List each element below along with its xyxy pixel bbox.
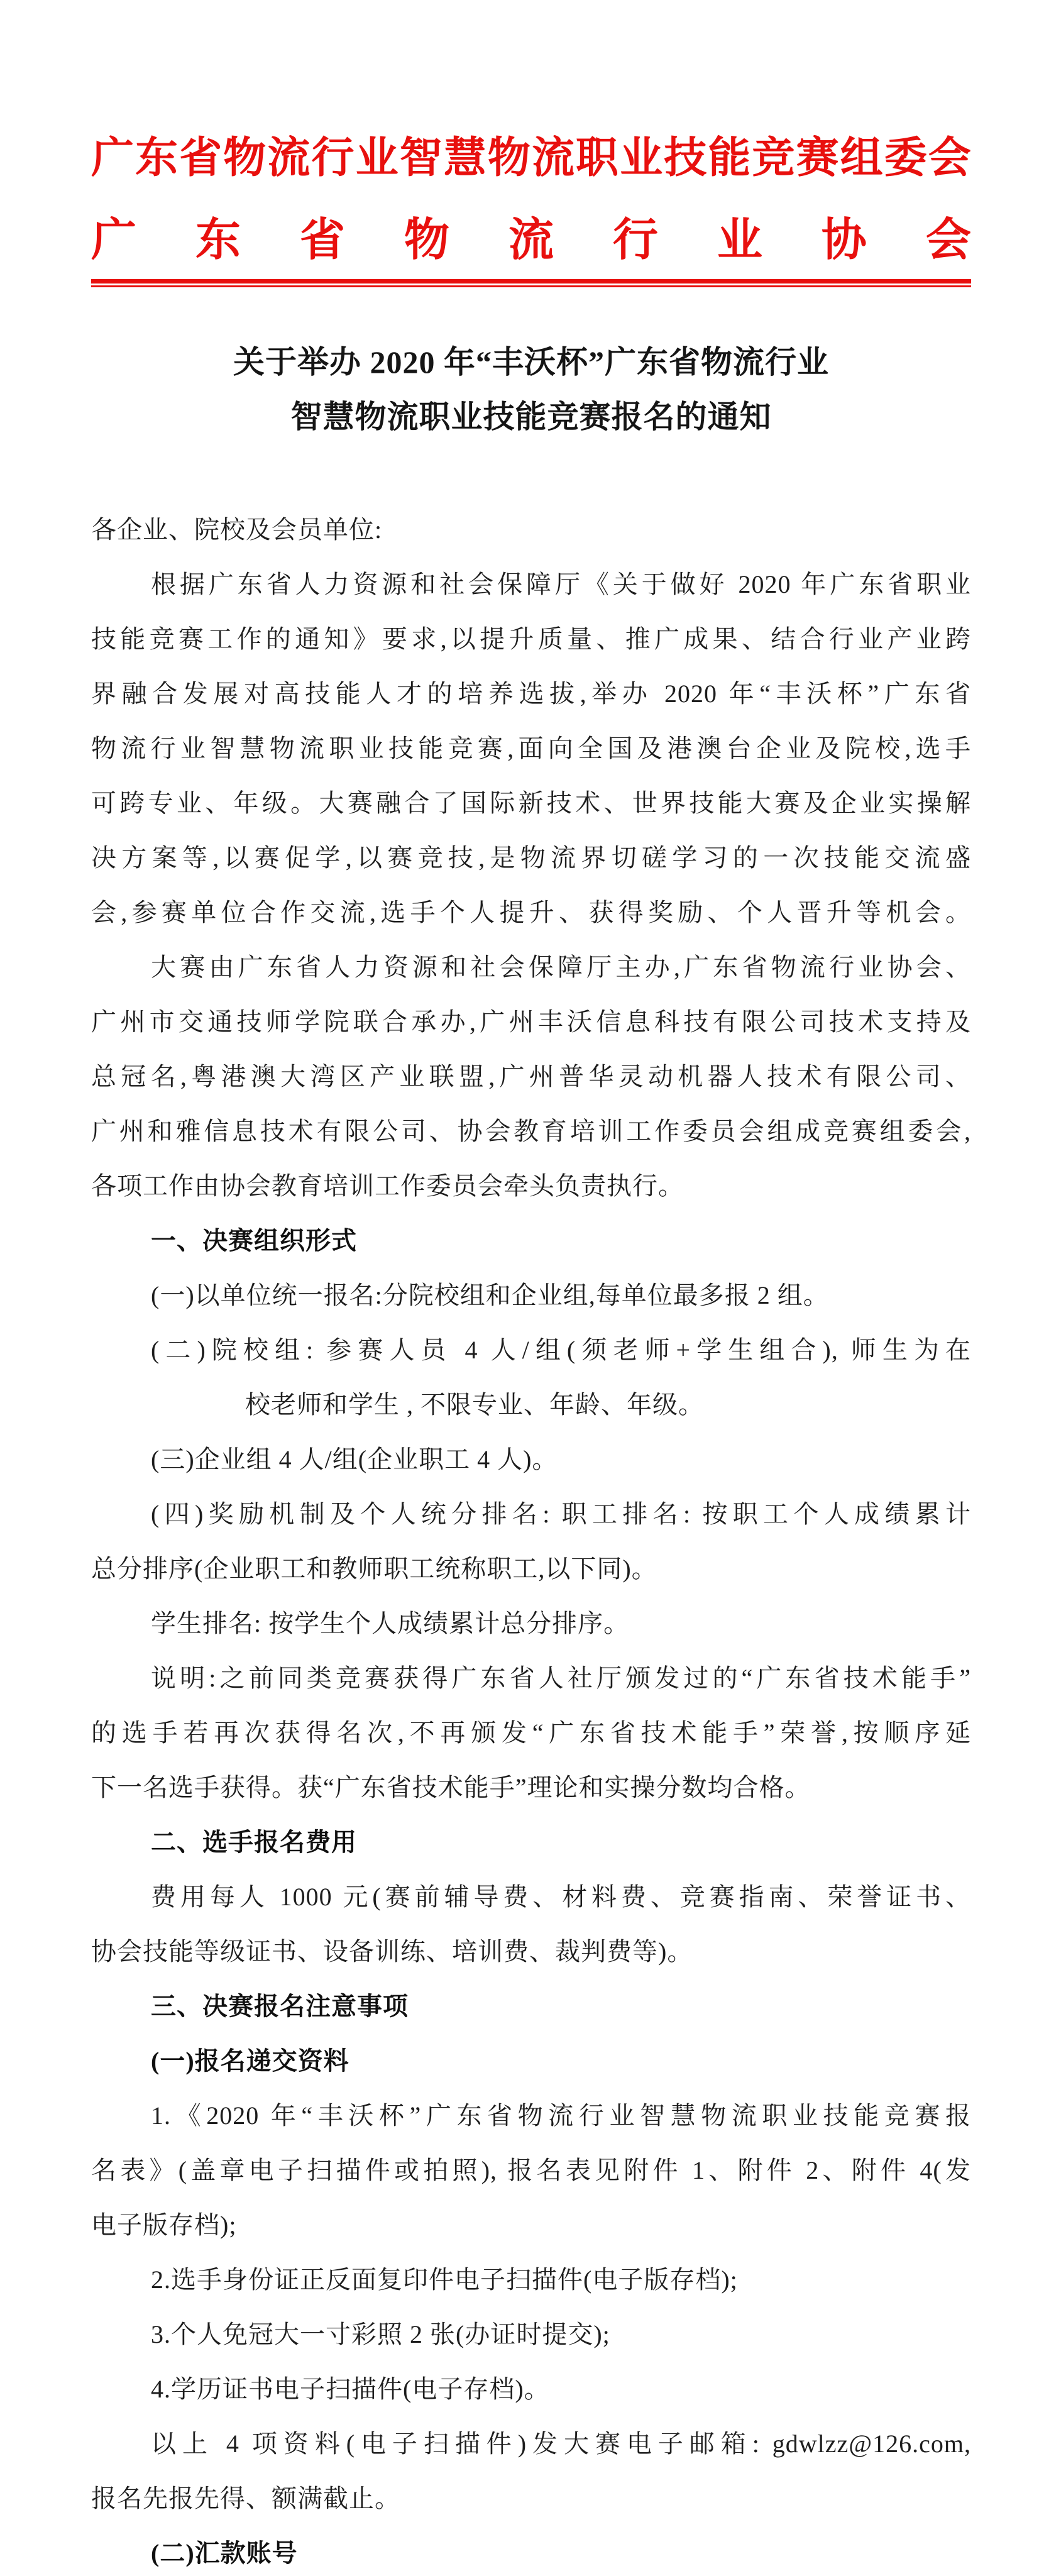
body-line: 名表》(盖章电子扫描件或拍照), 报名表见附件 1、附件 2、附件 4(发	[91, 2156, 971, 2184]
body-line: 学生排名: 按学生个人成绩累计总分排序。	[151, 1609, 630, 1638]
red-double-rule	[91, 279, 971, 287]
letterhead-char: 物	[487, 133, 530, 180]
body-line: 各项工作由协会教育培训工作委员会牵头负责执行。	[91, 1172, 684, 1200]
letterhead-char: 东	[135, 133, 179, 180]
body-line: 下一名选手获得。获“广东省技术能手”理论和实操分数均合格。	[91, 1773, 811, 1802]
letterhead-char: 组	[840, 133, 883, 180]
letterhead-char: 行	[311, 133, 355, 180]
body-line: 以上 4 项资料(电子扫描件)发大赛电子邮箱: gdwlzz@126.com,	[151, 2430, 971, 2458]
letterhead-char: 广	[91, 133, 135, 180]
letterhead-org-line-1	[91, 128, 971, 180]
letterhead-char: 东	[195, 215, 241, 261]
letterhead-char: 赛	[796, 133, 839, 180]
section-heading: 一、决赛组织形式	[151, 1226, 357, 1255]
letterhead-char: 智	[399, 133, 443, 180]
body-lines	[91, 502, 971, 2576]
letterhead-char: 业	[620, 133, 663, 180]
letterhead-char: 省	[299, 215, 345, 261]
body-line: 技能竞赛工作的通知》要求,以提升质量、推广成果、结合行业产业跨	[91, 625, 971, 653]
body-line: 校老师和学生 , 不限专业、年龄、年级。	[245, 1390, 704, 1419]
body-line: 界融合发展对高技能人才的培养选拔,举办 2020 年“丰沃杯”广东省	[91, 680, 971, 708]
body-line: (一)以单位统一报名:分院校组和企业组,每单位最多报 2 组。	[151, 1281, 829, 1309]
letterhead-char: 竞	[752, 133, 795, 180]
letterhead-char: 流	[508, 215, 554, 261]
letterhead-char: 能	[708, 133, 751, 180]
rule-thick-line	[91, 279, 971, 283]
body-line: 3.个人免冠大一寸彩照 2 张(办证时提交);	[151, 2320, 610, 2348]
body-line: 可跨专业、年级。大赛融合了国际新技术、世界技能大赛及企业实操解	[91, 789, 971, 817]
body-line: 根据广东省人力资源和社会保障厅《关于做好 2020 年广东省职业	[151, 570, 971, 598]
body-line: 电子版存档);	[91, 2211, 237, 2239]
body-line: 大赛由广东省人力资源和社会保障厅主办,广东省物流行业协会、	[151, 953, 971, 981]
section-heading: (一)报名递交资料	[151, 2047, 349, 2075]
letterhead-char: 业	[717, 215, 762, 261]
letterhead-char: 行	[612, 215, 658, 261]
letterhead-char: 慧	[443, 133, 487, 180]
body-line: 2.选手身份证正反面复印件电子扫描件(电子版存档);	[151, 2265, 738, 2294]
section-heading: 二、选手报名费用	[151, 1828, 357, 1856]
body-line: 决方案等,以赛促学,以赛竞技,是物流界切磋学习的一次技能交流盛	[91, 844, 971, 872]
section-heading: 三、决赛报名注意事项	[151, 1992, 409, 2020]
body-line: (三)企业组 4 人/组(企业职工 4 人)。	[151, 1445, 558, 1473]
rule-thin-line	[91, 285, 971, 287]
body-line: 总分排序(企业职工和教师职工统称职工,以下同)。	[91, 1555, 657, 1583]
letterhead-char: 业	[355, 133, 399, 180]
letterhead-char: 省	[179, 133, 223, 180]
body-line: 报名先报先得、额满截止。	[91, 2484, 400, 2513]
letterhead-char: 会	[925, 215, 971, 261]
letterhead-char: 协	[821, 215, 867, 261]
letterhead-char: 职	[576, 133, 619, 180]
body-line: 协会技能等级证书、设备训练、培训费、裁判费等)。	[91, 1937, 693, 1966]
body-line: 会,参赛单位合作交流,选手个人提升、获得奖励、个人晋升等机会。	[91, 898, 971, 927]
letterhead-char: 技	[664, 133, 707, 180]
letterhead-char: 委	[884, 133, 927, 180]
body-line: (二)院校组: 参赛人员 4 人/组(须老师+学生组合), 师生为在	[151, 1336, 971, 1364]
body-line: (四)奖励机制及个人统分排名: 职工排名: 按职工个人成绩累计	[151, 1500, 971, 1528]
body-line: 说明:之前同类竞赛获得广东省人社厅颁发过的“广东省技术能手”	[151, 1664, 971, 1692]
letterhead-char: 流	[267, 133, 311, 180]
body-line: 物流行业智慧物流职业技能竞赛,面向全国及港澳台企业及院校,选手	[91, 734, 971, 762]
letterhead-char: 广	[91, 215, 137, 261]
document-title-line-2: 智慧物流职业技能竞赛报名的通知	[290, 399, 772, 434]
body-line: 广州和雅信息技术有限公司、协会教育培训工作委员会组成竞赛组委会,	[91, 1117, 971, 1145]
body-line: 1.《2020 年“丰沃杯”广东省物流行业智慧物流职业技能竞赛报	[151, 2101, 971, 2130]
letterhead-char: 流	[531, 133, 574, 180]
body-line: 4.学历证书电子扫描件(电子存档)。	[151, 2375, 550, 2403]
document-title	[91, 335, 971, 444]
letterhead-char: 会	[928, 133, 971, 180]
document-content	[91, 0, 971, 2576]
letterhead-org-line-2	[91, 210, 971, 261]
letterhead-char: 物	[223, 133, 267, 180]
body-line: 总冠名,粤港澳大湾区产业联盟,广州普华灵动机器人技术有限公司、	[91, 1062, 971, 1091]
body-line: 费用每人 1000 元(赛前辅导费、材料费、竞赛指南、荣誉证书、	[151, 1883, 971, 1911]
body-line: 广州市交通技师学院联合承办,广州丰沃信息科技有限公司技术支持及	[91, 1008, 971, 1036]
letterhead-char: 物	[404, 215, 449, 261]
body-line: 的选手若再次获得名次,不再颁发“广东省技术能手”荣誉,按顺序延	[91, 1719, 971, 1747]
section-heading: (二)汇款账号	[151, 2539, 298, 2567]
document-title-line-1: 关于举办 2020 年“丰沃杯”广东省物流行业	[233, 344, 829, 380]
body-line: 各企业、院校及会员单位:	[91, 515, 383, 544]
